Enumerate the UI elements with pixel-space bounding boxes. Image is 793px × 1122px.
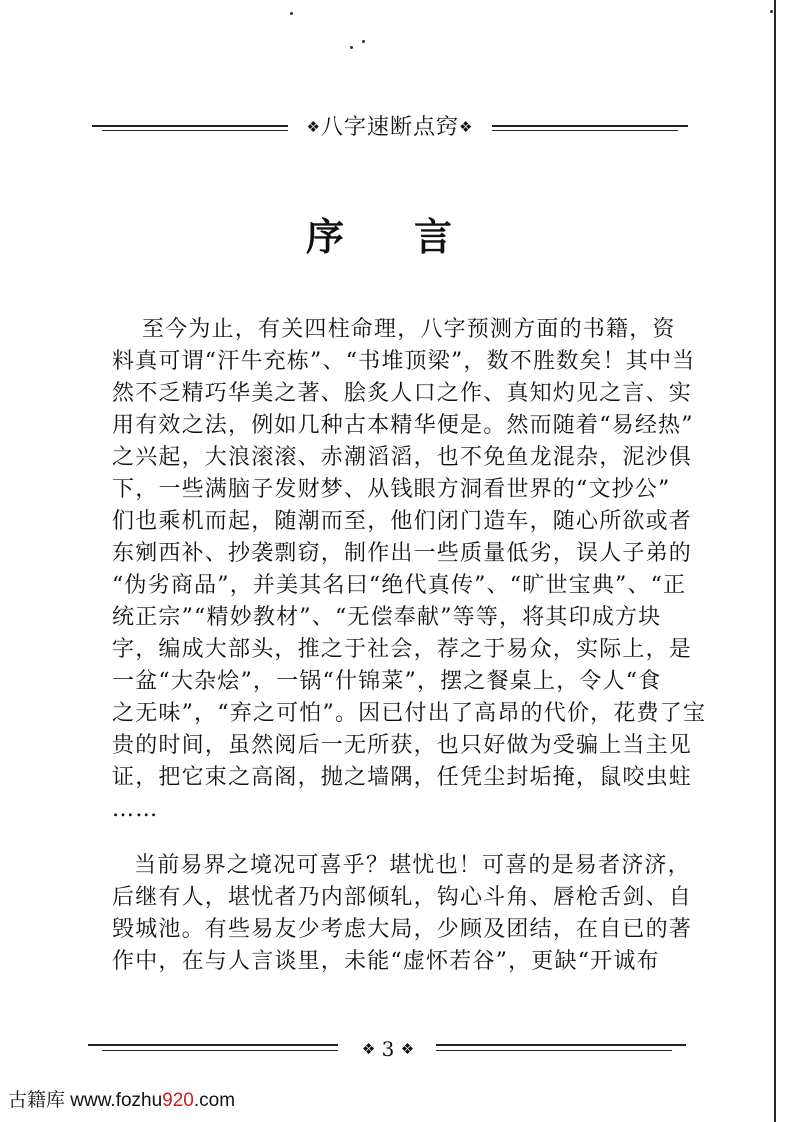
header-rule-left-thin [102, 130, 288, 131]
footer-rule-right-thin [436, 1050, 672, 1051]
page-footer [88, 1036, 686, 1062]
section-title [296, 212, 496, 262]
watermark-domain-b: .com [193, 1090, 236, 1111]
footer-rule-left [88, 1044, 338, 1046]
running-header [92, 112, 688, 142]
text-line: 下，一些满脑子发财梦、从钱眼方洞看世界的“文抄公” [112, 477, 671, 502]
text-line: 之兴起，大浪滚滚、赤潮滔滔，也不免鱼龙混杂，泥沙俱 [112, 445, 693, 470]
page-number-text: 3 [381, 1037, 395, 1061]
header-title [292, 112, 488, 143]
text-line: 一盆“大杂烩”，一锅“什锦菜”，摆之餐桌上，令人“食 [112, 669, 662, 694]
header-rule-right [492, 125, 688, 127]
knot-ornament-icon: ❖ [361, 1040, 376, 1058]
text-line: 贵的时间，虽然阅后一无所获，也只好做为受骗上当主见 [112, 733, 693, 758]
section-title-char-2: 言 [414, 214, 453, 259]
text-line: 们也乘机而起，随潮而至，他们闭门造车，随心所欲或者 [112, 509, 693, 534]
page-number [358, 1036, 418, 1062]
text-line: 至今为止，有关四柱命理，八字预测方面的书籍，资 [142, 317, 676, 342]
text-line: 证，把它束之高阁，抛之墙隅，任凭尘封垢掩，鼠咬虫蛀 [112, 765, 693, 790]
site-watermark [8, 1088, 235, 1114]
print-speck [290, 12, 293, 15]
text-line: 统正宗”“精妙教材”、“无偿奉献”等等，将其印成方块 [112, 605, 662, 630]
text-line: 字，编成大部头，推之于社会，荐之于易众，实际上，是 [112, 637, 693, 662]
section-title-char-1: 序 [306, 214, 345, 259]
footer-rule-left-thin [102, 1050, 338, 1051]
text-line: 东剜西补、抄袭剽窃，制作出一些质量低劣，误人子弟的 [112, 541, 693, 566]
text-line: 然不乏精巧华美之著、脍炙人口之作、真知灼见之言、实 [112, 381, 693, 406]
header-rule-left [92, 125, 288, 127]
paragraph-1 [112, 314, 707, 826]
header-title-text: 八字速断点窍 [320, 115, 459, 140]
paragraph-2 [112, 850, 693, 978]
print-speck [362, 40, 365, 43]
preface-body [112, 314, 707, 978]
text-line: 料真可谓“汗牛充栋”、“书堆顶梁”，数不胜数矣！其中当 [112, 349, 696, 374]
print-speck [770, 10, 773, 13]
watermark-label: 古籍库 www. [8, 1090, 116, 1111]
knot-ornament-icon: ❖ [459, 118, 474, 136]
text-line: 之无味”，“弃之可怕”。因已付出了高昂的代价，花费了宝 [112, 701, 707, 726]
page-edge-line [774, 0, 776, 1122]
text-line: 后继有人，堪忧者乃内部倾轧，钩心斗角、唇枪舌剑、自 [112, 885, 693, 910]
watermark-domain-number: 920 [162, 1090, 194, 1111]
footer-rule-right [436, 1044, 686, 1046]
watermark-domain-a: fozhu [115, 1090, 163, 1111]
text-line: 当前易界之境况可喜乎？堪忧也！可喜的是易者济济， [134, 853, 691, 878]
text-line: “伪劣商品”，并美其名曰“绝代真传”、“旷世宝典”、“正 [112, 573, 687, 598]
text-line: 用有效之法，例如几种古本精华便是。然而随着“易经热” [112, 413, 694, 438]
print-speck [350, 46, 353, 49]
text-line: 毁城池。有些易友少考虑大局，少顾及团结，在自已的著 [112, 917, 693, 942]
knot-ornament-icon: ❖ [400, 1040, 415, 1058]
knot-ornament-icon: ❖ [306, 118, 321, 136]
text-line: 作中，在与人言谈里，未能“虚怀若谷”，更缺“开诚布 [112, 949, 660, 974]
text-line: …… [112, 797, 159, 822]
header-rule-right-thin [492, 130, 678, 131]
